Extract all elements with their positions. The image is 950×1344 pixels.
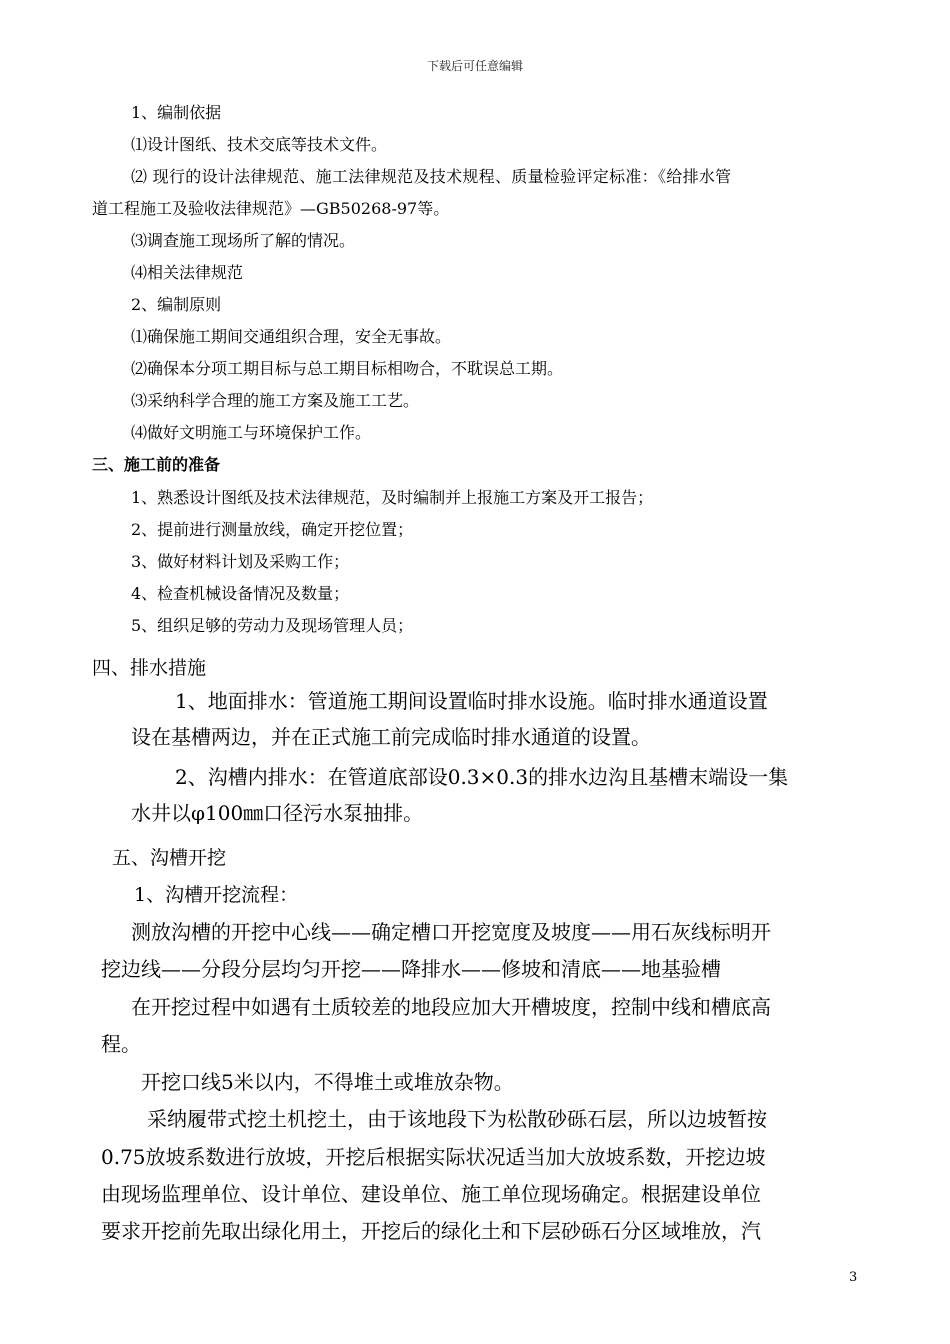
text-line: 开挖口线5米以内，不得堆土或堆放杂物。: [141, 1070, 514, 1094]
page-header: 下载后可任意编辑: [426, 59, 523, 73]
text-line: ⑴确保施工期间交通组织合理，安全无事故。: [131, 327, 452, 346]
text-line: 在开挖过程中如遇有土质较差的地段应加大开槽坡度，控制中线和槽底高: [131, 995, 771, 1019]
text-line: ⑵确保本分项工期目标与总工期目标相吻合，不耽误总工期。: [131, 359, 564, 378]
text-line: 2、提前进行测量放线，确定开挖位置；: [131, 520, 414, 539]
text-line: 要求开挖前先取出绿化用土，开挖后的绿化土和下层砂砾石分区域堆放，汽: [101, 1219, 761, 1243]
text-line: 1、熟悉设计图纸及技术法律规范，及时编制并上报施工方案及开工报告；: [131, 488, 654, 507]
text-line: 2、编制原则: [131, 295, 222, 314]
text-line: ⑶采纳科学合理的施工方案及施工工艺。: [131, 391, 420, 410]
text-line: 1、沟槽开挖流程：: [134, 884, 299, 906]
text-line: 1、编制依据: [131, 103, 222, 122]
section-heading: 三、施工前的准备: [92, 455, 221, 474]
text-line: ⑷相关法律规范: [131, 263, 244, 282]
text-line: 设在基槽两边，并在正式施工前完成临时排水通道的设置。: [131, 725, 651, 749]
text-line: ⑵ 现行的设计法律规范、施工法律规范及技术规程、质量检验评定标准：《给排水管: [131, 167, 732, 186]
section-heading: 四、排水措施: [92, 657, 207, 679]
text-line: 水井以φ100㎜口径污水泵抽排。: [131, 801, 424, 825]
text-line: ⑶调查施工现场所了解的情况。: [131, 231, 356, 250]
text-line: 3、做好材料计划及采购工作；: [131, 552, 350, 571]
text-line: 4、检查机械设备情况及数量；: [131, 584, 350, 603]
text-line: 道工程施工及验收法律规范》—GB50268-97等。: [92, 199, 450, 218]
text-line: 0.75放坡系数进行放坡，开挖后根据实际状况适当加大放坡系数，开挖边坡: [101, 1145, 766, 1169]
text-line: 5、组织足够的劳动力及现场管理人员；: [131, 616, 414, 635]
page-number: 3: [849, 1270, 858, 1285]
text-line: ⑴设计图纸、技术交底等技术文件。: [131, 135, 388, 154]
text-line: 挖边线——分段分层均匀开挖——降排水——修坡和清底——地基验槽: [101, 957, 721, 981]
text-line: 测放沟槽的开挖中心线——确定槽口开挖宽度及坡度——用石灰线标明开: [131, 920, 771, 944]
text-line: 2、沟槽内排水：在管道底部设0.3×0.3的排水边沟且基槽末端设一集: [175, 765, 789, 789]
text-line: ⑷做好文明施工与环境保护工作。: [131, 423, 372, 442]
text-line: 1、地面排水：管道施工期间设置临时排水设施。临时排水通道设置: [175, 689, 768, 713]
text-line: 采纳履带式挖土机挖土，由于该地段下为松散砂砾石层，所以边坡暂按: [147, 1107, 767, 1131]
text-line: 由现场监理单位、设计单位、建设单位、施工单位现场确定。根据建设单位: [101, 1182, 761, 1206]
text-line: 程。: [101, 1032, 141, 1056]
section-heading: 五、沟槽开挖: [112, 847, 227, 869]
